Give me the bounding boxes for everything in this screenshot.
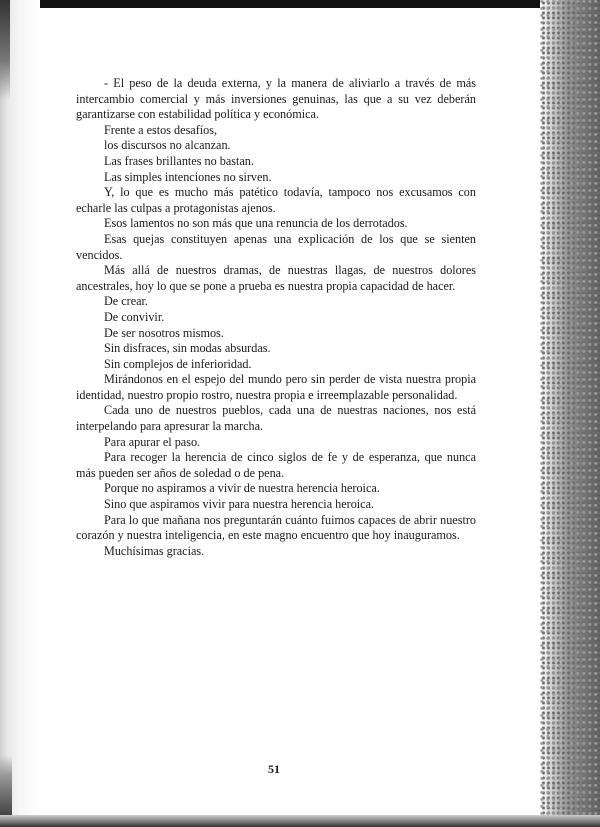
paragraph: Frente a estos desafíos, xyxy=(104,122,218,137)
paragraph: Para apurar el paso. xyxy=(104,434,201,449)
paragraph: Mirándonos en el espejo del mundo pero sin perder de vista nuestra propia identidad, nuestro propio rostro, nuestra propia e irreemplazable personalidad. xyxy=(76,372,476,402)
scan-left-shadow xyxy=(0,0,10,100)
paragraph: Para recoger la herencia de cinco siglos de fe y de esperanza, que nunca más pueden ser años de soledad o de pena. xyxy=(76,450,476,480)
paragraph: De convivir. xyxy=(104,309,165,324)
paragraph: Las frases brillantes no bastan. xyxy=(104,153,254,168)
paragraph: Esos lamentos no son más que una renuncia de los derrotados. xyxy=(104,216,408,231)
paragraph: Muchísimas gracias. xyxy=(104,543,205,558)
paragraph: Sin disfraces, sin modas absurdas. xyxy=(104,341,271,356)
paragraph: Sino que aspiramos vivir para nuestra herencia heroica. xyxy=(104,497,375,512)
scan-top-border xyxy=(0,0,600,8)
paragraph: Y, lo que es mucho más patético todavía, tampoco nos excusamos con echarle las culpas a protagonistas ajenos. xyxy=(76,185,476,215)
page-number: 51 xyxy=(268,762,280,776)
paragraph: De crear. xyxy=(104,294,148,309)
paragraph: Porque no aspiramos a vivir de nuestra herencia heroica. xyxy=(104,481,380,496)
paragraph: Las simples intenciones no sirven. xyxy=(104,169,272,184)
document-body xyxy=(76,76,476,559)
paragraph: - El peso de la deuda externa, y la manera de aliviarlo a través de más intercambio comercial y más inversiones genuinas, las que a su vez deberán garantizarse con estabilidad política y económica. xyxy=(76,76,476,122)
paragraph: Más allá de nuestros dramas, de nuestras llagas, de nuestros dolores ancestrales, hoy lo que se pone a prueba es nuestra propia capacidad de hacer. xyxy=(76,263,476,293)
paragraph: los discursos no alcanzan. xyxy=(104,138,231,153)
scan-left-edge xyxy=(0,0,40,827)
paragraph: De ser nosotros mismos. xyxy=(104,325,224,340)
scan-bottom-edge xyxy=(0,815,600,827)
paragraph: Esas quejas constituyen apenas una explicación de los que se sienten vencidos. xyxy=(76,231,476,262)
paragraph: Para lo que mañana nos preguntarán cuánto fuimos capaces de abrir nuestro corazón y nuestra inteligencia, en este magno encuentro que hoy inauguramos. xyxy=(76,512,476,543)
scan-right-edge xyxy=(540,0,600,827)
paragraph: Sin complejos de inferioridad. xyxy=(104,356,252,371)
paragraph: Cada uno de nuestros pueblos, cada una de nuestras naciones, nos está interpelando para apresurar la marcha. xyxy=(76,403,476,434)
